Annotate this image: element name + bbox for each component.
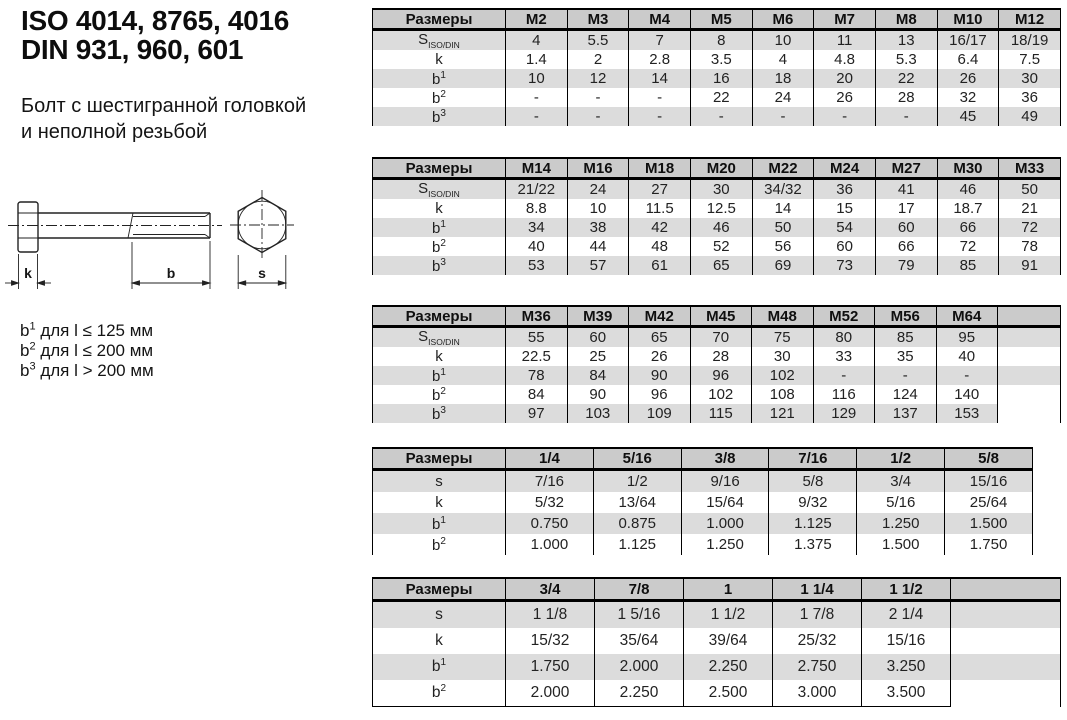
value-cell: -	[875, 107, 937, 126]
value-cell: 65	[690, 256, 752, 275]
value-cell: 15/16	[945, 470, 1033, 493]
column-header: M36	[506, 306, 568, 327]
value-cell: 34	[506, 218, 568, 237]
title-line-2: DIN 931, 960, 601	[21, 34, 244, 65]
value-cell: 39/64	[684, 628, 773, 654]
value-cell: 1.000	[681, 513, 769, 534]
column-header: 1/4	[506, 448, 594, 470]
value-cell: 53	[506, 256, 568, 275]
value-cell: 65	[629, 327, 691, 348]
row-label: $S_{ISO/DIN}$	[373, 179, 506, 200]
value-cell: 41	[875, 179, 937, 200]
value-cell: 28	[875, 88, 937, 107]
value-cell: 13/64	[593, 492, 681, 513]
row-label: s	[373, 601, 506, 629]
value-cell: 11.5	[629, 199, 691, 218]
value-cell: 2.000	[506, 680, 595, 707]
column-header: M10	[937, 9, 999, 30]
value-cell: -	[752, 107, 814, 126]
value-cell: 5/8	[769, 470, 857, 493]
value-cell: -	[813, 366, 875, 385]
value-cell: 56	[752, 237, 814, 256]
column-header: M56	[875, 306, 937, 327]
value-cell: -	[567, 88, 629, 107]
value-cell: 1.375	[769, 534, 857, 555]
value-cell: 102	[752, 366, 814, 385]
value-cell: 96	[629, 385, 691, 404]
bolt-technical-drawing	[0, 188, 345, 303]
value-cell: 35/64	[595, 628, 684, 654]
blank-cell	[951, 680, 1061, 707]
value-cell: 5/32	[506, 492, 594, 513]
value-cell: 66	[875, 237, 937, 256]
value-cell: 16/17	[937, 30, 999, 51]
row-label: $b^2$	[373, 385, 506, 404]
value-cell: 4	[752, 50, 814, 69]
value-cell: 7	[629, 30, 691, 51]
value-cell: 78	[999, 237, 1061, 256]
value-cell: 48	[629, 237, 691, 256]
value-cell: 1 5/16	[595, 601, 684, 629]
value-cell: 0.750	[506, 513, 594, 534]
note-b2: $b^2$ для l ≤ 200 мм	[20, 340, 154, 360]
column-header: 5/8	[945, 448, 1033, 470]
row-label: k	[373, 628, 506, 654]
value-cell: 1.500	[857, 534, 945, 555]
column-header: 7/16	[769, 448, 857, 470]
value-cell: 15/64	[681, 492, 769, 513]
value-cell: 0.875	[593, 513, 681, 534]
column-header: M6	[752, 9, 814, 30]
value-cell: 2.500	[684, 680, 773, 707]
column-header: M18	[629, 158, 691, 179]
value-cell: 9/32	[769, 492, 857, 513]
dimension-table	[372, 157, 1061, 275]
value-cell: 38	[567, 218, 629, 237]
dimension-table	[372, 577, 1061, 707]
column-header: 1	[684, 578, 773, 601]
row-label: $b^1$	[373, 366, 506, 385]
value-cell: 28	[690, 347, 752, 366]
value-cell: 14	[752, 199, 814, 218]
row-label: $b^2$	[373, 680, 506, 707]
table-corner-header: Размеры	[373, 448, 506, 470]
value-cell: 9/16	[681, 470, 769, 493]
value-cell: 27	[629, 179, 691, 200]
value-cell: 34/32	[752, 179, 814, 200]
value-cell: 26	[937, 69, 999, 88]
value-cell: 13	[875, 30, 937, 51]
column-header: M8	[875, 9, 937, 30]
value-cell: 32	[937, 88, 999, 107]
value-cell: -	[506, 88, 568, 107]
table-metric-m2-m12	[372, 8, 1061, 126]
dimension-table	[372, 305, 1061, 423]
value-cell: 95	[936, 327, 998, 348]
value-cell: 22.5	[506, 347, 568, 366]
value-cell: 1.750	[945, 534, 1033, 555]
value-cell: 97	[506, 404, 568, 423]
value-cell: 1 1/8	[506, 601, 595, 629]
value-cell: 75	[752, 327, 814, 348]
bolt-side-view	[8, 202, 222, 252]
value-cell: 60	[567, 327, 629, 348]
title-line-1: ISO 4014, 8765, 4016	[21, 5, 289, 36]
value-cell: 5/16	[857, 492, 945, 513]
value-cell: 2.750	[773, 654, 862, 680]
value-cell: 50	[999, 179, 1061, 200]
value-cell: 1.4	[506, 50, 568, 69]
value-cell: -	[814, 107, 876, 126]
subtitle-line-2: и неполной резьбой	[21, 121, 208, 143]
row-label: $b^1$	[373, 654, 506, 680]
value-cell: 6.4	[937, 50, 999, 69]
value-cell: 1.000	[506, 534, 594, 555]
value-cell: 69	[752, 256, 814, 275]
value-cell: 84	[567, 366, 629, 385]
value-cell: 2.8	[629, 50, 691, 69]
row-label: $b^1$	[373, 513, 506, 534]
value-cell: 46	[937, 179, 999, 200]
value-cell: 1.125	[769, 513, 857, 534]
value-cell: 60	[814, 237, 876, 256]
value-cell: 115	[690, 404, 752, 423]
table-corner-header: Размеры	[373, 158, 506, 179]
value-cell: 3/4	[857, 470, 945, 493]
value-cell: 129	[813, 404, 875, 423]
column-header: M39	[567, 306, 629, 327]
value-cell: 21/22	[506, 179, 568, 200]
value-cell: 26	[814, 88, 876, 107]
value-cell: 1.125	[593, 534, 681, 555]
value-cell: 24	[752, 88, 814, 107]
column-header: 3/8	[681, 448, 769, 470]
value-cell: 25/64	[945, 492, 1033, 513]
value-cell: 16	[690, 69, 752, 88]
blank-cell	[951, 654, 1061, 680]
value-cell: 33	[813, 347, 875, 366]
row-label: s	[373, 470, 506, 493]
value-cell: 80	[813, 327, 875, 348]
dimension-table	[372, 8, 1061, 126]
value-cell: 12.5	[690, 199, 752, 218]
value-cell: 1 7/8	[773, 601, 862, 629]
value-cell: 36	[814, 179, 876, 200]
note-b1: $b^1$ для l ≤ 125 мм	[20, 320, 154, 340]
value-cell: 3.5	[690, 50, 752, 69]
column-header: M45	[690, 306, 752, 327]
value-cell: 72	[937, 237, 999, 256]
value-cell: -	[690, 107, 752, 126]
value-cell: 7.5	[999, 50, 1061, 69]
value-cell: 1.250	[857, 513, 945, 534]
value-cell: 22	[875, 69, 937, 88]
value-cell: 2 1/4	[862, 601, 951, 629]
value-cell: 8	[690, 30, 752, 51]
column-header: 5/16	[593, 448, 681, 470]
column-header: M33	[999, 158, 1061, 179]
value-cell: -	[875, 366, 937, 385]
table-corner-header: Размеры	[373, 306, 506, 327]
table-inch-3-4-to-1-1-2	[372, 577, 1061, 707]
value-cell: 54	[814, 218, 876, 237]
dimension-table	[372, 447, 1033, 555]
table-metric-m14-m33	[372, 157, 1061, 275]
column-header: 3/4	[506, 578, 595, 601]
blank-cell	[998, 347, 1061, 366]
value-cell: 90	[567, 385, 629, 404]
value-cell: 124	[875, 385, 937, 404]
value-cell: 17	[875, 199, 937, 218]
value-cell: 18/19	[999, 30, 1061, 51]
value-cell: 2.250	[684, 654, 773, 680]
value-cell: 91	[999, 256, 1061, 275]
bolt-head-front-view	[230, 190, 294, 260]
row-label: $b^3$	[373, 107, 506, 126]
value-cell: 52	[690, 237, 752, 256]
column-header: M52	[813, 306, 875, 327]
value-cell: 26	[629, 347, 691, 366]
column-header: M30	[937, 158, 999, 179]
value-cell: 12	[567, 69, 629, 88]
column-header: M20	[690, 158, 752, 179]
row-label: k	[373, 50, 506, 69]
column-header: 1/2	[857, 448, 945, 470]
value-cell: 73	[814, 256, 876, 275]
row-label: $b^2$	[373, 237, 506, 256]
value-cell: 21	[999, 199, 1061, 218]
value-cell: -	[567, 107, 629, 126]
column-header: 1 1/4	[773, 578, 862, 601]
dim-b-label: b	[166, 265, 176, 281]
value-cell: 20	[814, 69, 876, 88]
row-label: $S_{ISO/DIN}$	[373, 30, 506, 51]
value-cell: 10	[567, 199, 629, 218]
table-corner-header: Размеры	[373, 9, 506, 30]
row-label: $b^3$	[373, 404, 506, 423]
value-cell: 140	[936, 385, 998, 404]
value-cell: 18.7	[937, 199, 999, 218]
value-cell: 103	[567, 404, 629, 423]
value-cell: 109	[629, 404, 691, 423]
dim-s-label: s	[258, 265, 266, 281]
column-header: M2	[506, 9, 568, 30]
value-cell: 42	[629, 218, 691, 237]
column-header: 1 1/2	[862, 578, 951, 601]
value-cell: -	[936, 366, 998, 385]
row-label: $b^2$	[373, 88, 506, 107]
blank-header	[998, 306, 1061, 327]
column-header: M42	[629, 306, 691, 327]
value-cell: 4	[506, 30, 568, 51]
column-header: M4	[629, 9, 691, 30]
value-cell: 1/2	[593, 470, 681, 493]
value-cell: 25/32	[773, 628, 862, 654]
value-cell: 1 1/2	[684, 601, 773, 629]
value-cell: 40	[506, 237, 568, 256]
value-cell: 79	[875, 256, 937, 275]
value-cell: 1.750	[506, 654, 595, 680]
value-cell: 44	[567, 237, 629, 256]
value-cell: 85	[875, 327, 937, 348]
value-cell: 3.250	[862, 654, 951, 680]
value-cell: 2.250	[595, 680, 684, 707]
column-header: M22	[752, 158, 814, 179]
dim-k-label: k	[24, 265, 32, 281]
value-cell: 121	[752, 404, 814, 423]
value-cell: 22	[690, 88, 752, 107]
row-label: $b^1$	[373, 218, 506, 237]
value-cell: 78	[506, 366, 568, 385]
value-cell: 72	[999, 218, 1061, 237]
page-subtitle	[21, 93, 306, 145]
value-cell: 90	[629, 366, 691, 385]
value-cell: -	[629, 107, 691, 126]
value-cell: 102	[690, 385, 752, 404]
value-cell: 15/16	[862, 628, 951, 654]
column-header: M14	[506, 158, 568, 179]
blank-header	[951, 578, 1061, 601]
value-cell: 50	[752, 218, 814, 237]
value-cell: 60	[875, 218, 937, 237]
value-cell: 108	[752, 385, 814, 404]
column-header: M5	[690, 9, 752, 30]
value-cell: 25	[567, 347, 629, 366]
table-corner-header: Размеры	[373, 578, 506, 601]
value-cell: 15	[814, 199, 876, 218]
value-cell: 57	[567, 256, 629, 275]
row-label: $b^1$	[373, 69, 506, 88]
length-notes	[20, 321, 154, 381]
column-header: M16	[567, 158, 629, 179]
value-cell: 18	[752, 69, 814, 88]
page-title	[21, 6, 289, 64]
value-cell: 10	[506, 69, 568, 88]
row-label: $b^2$	[373, 534, 506, 555]
column-header: 7/8	[595, 578, 684, 601]
value-cell: 7/16	[506, 470, 594, 493]
dimension-lines	[5, 241, 286, 289]
value-cell: 10	[752, 30, 814, 51]
value-cell: 30	[999, 69, 1061, 88]
value-cell: -	[629, 88, 691, 107]
table-metric-m36-m64	[372, 305, 1061, 423]
value-cell: 85	[937, 256, 999, 275]
subtitle-line-1: Болт с шестигранной головкой	[21, 95, 307, 117]
blank-cell	[951, 628, 1061, 654]
value-cell: 153	[936, 404, 998, 423]
blank-cell	[998, 366, 1061, 385]
value-cell: 2.000	[595, 654, 684, 680]
blank-cell	[998, 404, 1061, 423]
value-cell: 40	[936, 347, 998, 366]
note-b3: $b^3$ для l > 200 мм	[20, 360, 154, 380]
value-cell: 116	[813, 385, 875, 404]
row-label: k	[373, 347, 506, 366]
value-cell: 55	[506, 327, 568, 348]
blank-cell	[998, 327, 1061, 348]
value-cell: 61	[629, 256, 691, 275]
value-cell: 30	[752, 347, 814, 366]
value-cell: 11	[814, 30, 876, 51]
column-header: M27	[875, 158, 937, 179]
table-inch-1-4-to-5-8	[372, 447, 1033, 555]
value-cell: 84	[506, 385, 568, 404]
row-label: k	[373, 492, 506, 513]
value-cell: 30	[690, 179, 752, 200]
value-cell: 15/32	[506, 628, 595, 654]
value-cell: 1.250	[681, 534, 769, 555]
value-cell: 49	[999, 107, 1061, 126]
value-cell: 35	[875, 347, 937, 366]
value-cell: 36	[999, 88, 1061, 107]
value-cell: 8.8	[506, 199, 568, 218]
value-cell: 70	[690, 327, 752, 348]
column-header: M3	[567, 9, 629, 30]
blank-cell	[951, 601, 1061, 629]
column-header: M24	[814, 158, 876, 179]
column-header: M7	[814, 9, 876, 30]
blank-cell	[998, 385, 1061, 404]
value-cell: 45	[937, 107, 999, 126]
value-cell: 96	[690, 366, 752, 385]
value-cell: 46	[690, 218, 752, 237]
value-cell: 2	[567, 50, 629, 69]
value-cell: 5.5	[567, 30, 629, 51]
column-header: M12	[999, 9, 1061, 30]
value-cell: 5.3	[875, 50, 937, 69]
value-cell: 137	[875, 404, 937, 423]
value-cell: 3.500	[862, 680, 951, 707]
row-label: $b^3$	[373, 256, 506, 275]
row-label: $S_{ISO/DIN}$	[373, 327, 506, 348]
value-cell: 1.500	[945, 513, 1033, 534]
value-cell: 14	[629, 69, 691, 88]
row-label: k	[373, 199, 506, 218]
column-header: M48	[752, 306, 814, 327]
value-cell: 66	[937, 218, 999, 237]
column-header: M64	[936, 306, 998, 327]
value-cell: 24	[567, 179, 629, 200]
value-cell: -	[506, 107, 568, 126]
value-cell: 3.000	[773, 680, 862, 707]
value-cell: 4.8	[814, 50, 876, 69]
